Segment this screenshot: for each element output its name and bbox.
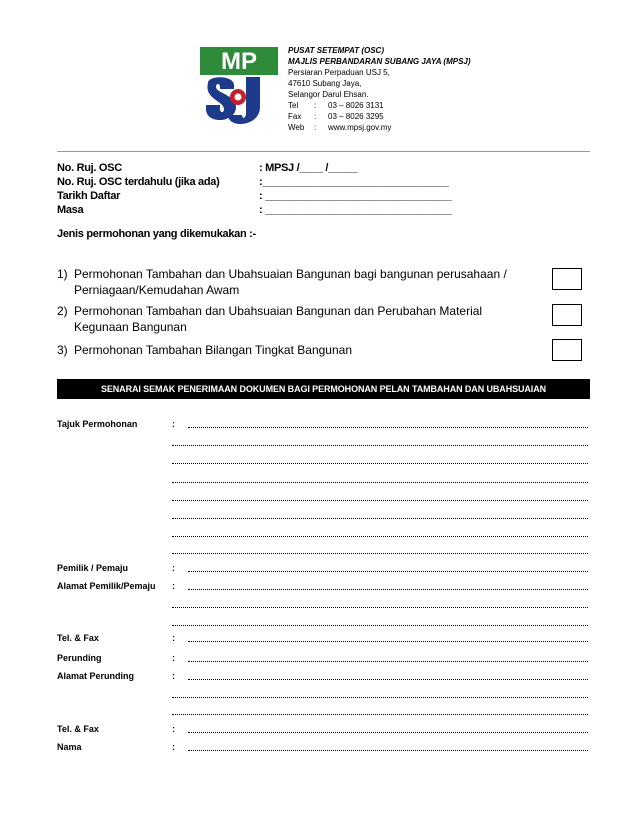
- reference-section: [57, 162, 590, 218]
- field-label-tajuk: Tajuk Permohonan: [57, 419, 138, 429]
- alamat-pemilik-input-line[interactable]: [172, 607, 588, 608]
- contact-label: Tel: [288, 101, 299, 110]
- org-name: MAJLIS PERBANDARAN SUBANG JAYA (MPSJ): [288, 57, 471, 66]
- tajuk-input-line[interactable]: [172, 463, 588, 464]
- contact-sep: :: [314, 101, 317, 110]
- contact-value[interactable]: www.mpsj.gov.my: [328, 123, 392, 132]
- org-contact-web: [288, 122, 528, 133]
- option-2: [57, 303, 527, 335]
- field-colon: :: [172, 742, 175, 752]
- alamat-perunding-input-line[interactable]: [188, 679, 588, 680]
- tajuk-input-line[interactable]: [172, 536, 588, 537]
- org-contact-fax: [288, 111, 528, 122]
- field-label-nama: Nama: [57, 742, 82, 752]
- option-text: Permohonan Tambahan dan Ubahsuaian Bangunan dan Perubahan Material Kegunaan Bangunan: [74, 304, 483, 334]
- option-text: Permohonan Tambahan Bilangan Tingkat Bangunan: [74, 343, 352, 357]
- tel-fax-2-input-line[interactable]: [188, 732, 588, 733]
- tajuk-input-line[interactable]: [172, 445, 588, 446]
- tajuk-input-line[interactable]: [172, 553, 588, 554]
- field-colon: :: [172, 563, 175, 573]
- organisation-info: [288, 45, 528, 133]
- option-3: [57, 342, 527, 358]
- field-colon: :: [172, 633, 175, 643]
- option-number: 3): [57, 343, 68, 357]
- field-label-tel-fax: Tel. & Fax: [57, 633, 99, 643]
- reference-label: No. Ruj. OSC: [57, 162, 122, 174]
- option-number: 1): [57, 267, 68, 281]
- contact-sep: :: [314, 123, 317, 132]
- contact-label: Web: [288, 123, 305, 132]
- checklist-banner: SENARAI SEMAK PENERIMAAN DOKUMEN BAGI PERMOHONAN PELAN TAMBAHAN DAN UBAHSUAIAN: [57, 379, 590, 399]
- tajuk-input-line[interactable]: [188, 427, 588, 428]
- tajuk-input-line[interactable]: [172, 482, 588, 483]
- tajuk-input-line[interactable]: [172, 500, 588, 501]
- field-label-pemilik: Pemilik / Pemaju: [57, 563, 129, 573]
- reference-value[interactable]: :________________________________: [259, 176, 449, 188]
- logo-text-mp: MP: [221, 48, 257, 75]
- reference-label: Tarikh Daftar: [57, 190, 121, 202]
- reference-row: [57, 176, 590, 190]
- org-title: PUSAT SETEMPAT (OSC): [288, 46, 384, 55]
- reference-value[interactable]: : ________________________________: [259, 190, 452, 202]
- field-label-perunding: Perunding: [57, 653, 102, 663]
- mpsj-logo: [198, 45, 280, 131]
- field-label-alamat-pemilik: Alamat Pemilik/Pemaju: [57, 581, 156, 591]
- alamat-pemilik-input-line[interactable]: [188, 589, 588, 590]
- contact-label: Fax: [288, 112, 302, 121]
- reference-label: No. Ruj. OSC terdahulu (jika ada): [57, 176, 220, 188]
- alamat-perunding-input-line[interactable]: [172, 697, 588, 698]
- header-divider: [57, 151, 590, 152]
- org-address-line: Persiaran Perpaduan USJ 5,: [288, 68, 390, 77]
- nama-input-line[interactable]: [188, 750, 588, 751]
- field-label-tel-fax-2: Tel. & Fax: [57, 724, 99, 734]
- contact-value: 03 – 8026 3131: [328, 101, 384, 110]
- alamat-perunding-input-line[interactable]: [172, 714, 588, 715]
- option-number: 2): [57, 304, 68, 318]
- field-colon: :: [172, 581, 175, 591]
- org-address-line: Selangor Darul Ehsan.: [288, 90, 369, 99]
- option-1: [57, 266, 527, 298]
- field-colon: :: [172, 419, 175, 429]
- reference-value[interactable]: : ________________________________: [259, 204, 452, 216]
- contact-value: 03 – 8026 3295: [328, 112, 384, 121]
- reference-row: [57, 190, 590, 204]
- reference-label: Masa: [57, 204, 84, 216]
- alamat-pemilik-input-line[interactable]: [172, 625, 588, 626]
- field-colon: :: [172, 653, 175, 663]
- application-type-heading: Jenis permohonan yang dikemukakan :-: [57, 228, 256, 240]
- reference-row: [57, 162, 590, 176]
- field-label-alamat-perunding: Alamat Perunding: [57, 671, 135, 681]
- pemilik-input-line[interactable]: [188, 571, 588, 572]
- option-2-checkbox[interactable]: [552, 304, 582, 326]
- reference-row: [57, 204, 590, 218]
- perunding-input-line[interactable]: [188, 661, 588, 662]
- tel-fax-input-line[interactable]: [188, 641, 588, 642]
- field-colon: :: [172, 724, 175, 734]
- option-text: Permohonan Tambahan dan Ubahsuaian Bangunan bagi bangunan perusahaan / Perniagaan/Kemudahan Awam: [74, 267, 507, 297]
- option-1-checkbox[interactable]: [552, 268, 582, 290]
- field-colon: :: [172, 671, 175, 681]
- contact-sep: :: [314, 112, 317, 121]
- org-contact-tel: [288, 100, 528, 111]
- reference-value[interactable]: : MPSJ /____ /_____: [259, 162, 358, 174]
- tajuk-input-line[interactable]: [172, 518, 588, 519]
- org-address-line: 47610 Subang Jaya,: [288, 79, 362, 88]
- option-3-checkbox[interactable]: [552, 339, 582, 361]
